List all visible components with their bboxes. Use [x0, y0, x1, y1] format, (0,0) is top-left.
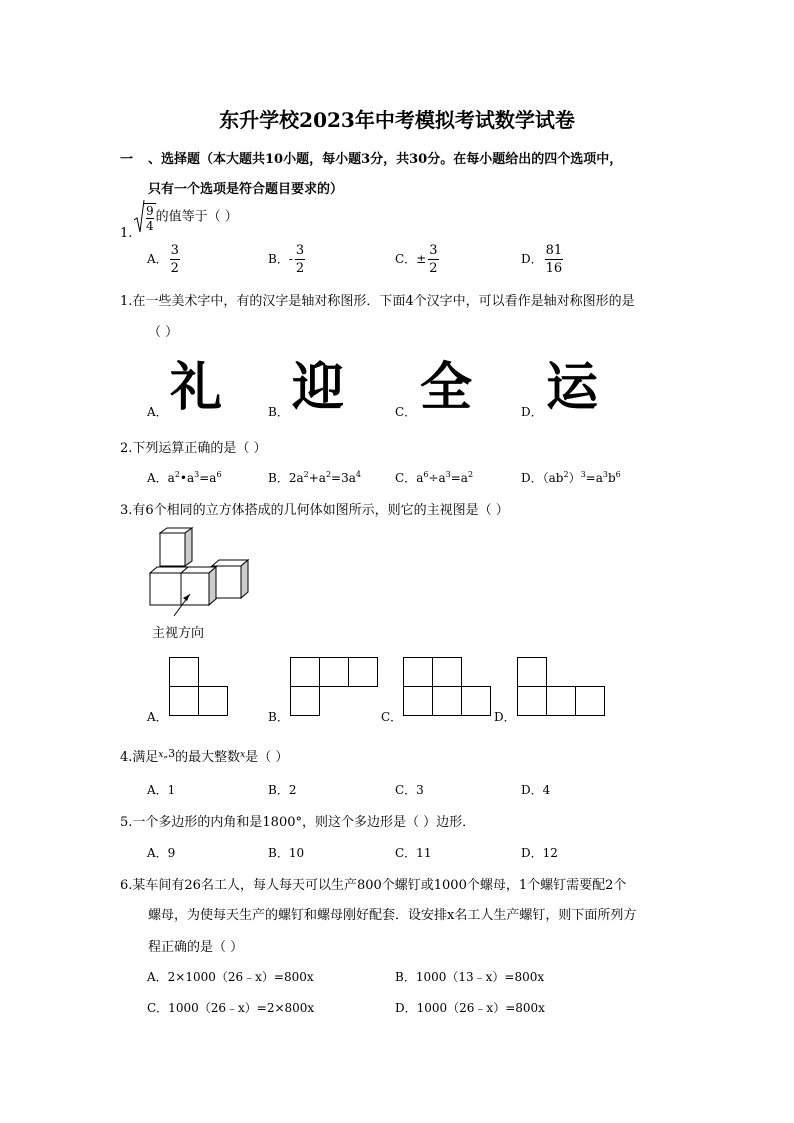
- option-a: A．1: [147, 783, 176, 797]
- option-d: D．12: [521, 846, 558, 860]
- term: 2a: [288, 471, 304, 485]
- term: =3a: [331, 471, 356, 485]
- option-b-label: B．: [268, 710, 289, 724]
- fraction: [170, 244, 180, 275]
- option-sign: -: [288, 252, 293, 266]
- question-stem-line2: （ ）: [148, 325, 179, 340]
- exponent: 6: [423, 470, 429, 479]
- option-d: [521, 469, 621, 486]
- option-c-character: 全: [420, 358, 473, 418]
- fraction-denominator: 16: [545, 261, 563, 276]
- option-b: B．2: [268, 783, 297, 797]
- option-a: A．9: [147, 846, 176, 860]
- fraction: [545, 244, 564, 275]
- option-c-label: C．: [381, 710, 403, 724]
- question-stem: 5.一个多边形的内角和是1800°，则这个多边形是（ ）边形．: [120, 815, 476, 830]
- option-label: C．: [395, 252, 417, 266]
- option-c: [395, 244, 439, 275]
- option-d-character: 运: [546, 358, 599, 418]
- option-d: D．4: [521, 783, 551, 797]
- term: •a: [179, 471, 195, 485]
- option-c: C．11: [395, 846, 432, 860]
- option-a-character: 礼: [170, 358, 223, 418]
- fraction: [295, 244, 305, 275]
- figure-caption: 主视方向: [152, 626, 205, 641]
- option-c: C．1000（26﹣x）=2×800x: [147, 1001, 315, 1015]
- term: a: [167, 471, 175, 485]
- option-label: B．: [268, 471, 289, 485]
- stem-text: 是（ ）: [245, 750, 289, 765]
- term: +a: [308, 471, 326, 485]
- fraction-numerator: 3: [429, 243, 438, 258]
- term: ÷a: [428, 471, 446, 485]
- exponent: 3: [602, 470, 608, 479]
- exponent: 3: [445, 470, 451, 479]
- option-c: C．3: [395, 783, 424, 797]
- option-b-character: 迎: [292, 358, 345, 418]
- option-label: B．: [268, 252, 289, 266]
- question-number: 1.: [120, 226, 133, 241]
- fraction-numerator: 81: [545, 243, 563, 258]
- question-stem-text: 的值等于（ ）: [155, 209, 238, 225]
- fraction: [428, 244, 438, 275]
- term: ）: [568, 471, 581, 485]
- option-a: [147, 244, 180, 275]
- term: =a: [450, 471, 468, 485]
- option-d: [521, 244, 563, 275]
- page-title: 东升学校2023年中考模拟考试数学试卷: [219, 108, 575, 132]
- term: b: [607, 471, 616, 485]
- exponent: 2: [325, 470, 332, 479]
- stem-text: 4.满足: [120, 750, 159, 765]
- fraction-denominator: 2: [429, 261, 438, 276]
- fraction-denominator: 2: [170, 261, 179, 276]
- fraction-numerator: 3: [170, 243, 179, 258]
- option-a: [147, 469, 222, 486]
- option-label: A．: [147, 471, 168, 485]
- option-c-label: C．: [395, 405, 417, 419]
- option-d-label: D．: [494, 710, 516, 724]
- term: =a: [199, 471, 217, 485]
- option-label: D．: [521, 471, 543, 485]
- question-stem: 2.下列运算正确的是（ ）: [120, 441, 267, 456]
- option-b-label: B．: [268, 405, 289, 419]
- option-d-view: [517, 657, 607, 717]
- option-b: [268, 469, 361, 486]
- radicand-denominator: 4: [146, 218, 154, 233]
- question-stem: 3.有6个相同的立方体搭成的几何体如图所示，则它的主视图是（ ）: [120, 503, 509, 518]
- term: a: [416, 471, 424, 485]
- option-b: B．10: [268, 846, 305, 860]
- option-a: A．2×1000（26﹣x）=800x: [147, 970, 314, 984]
- section-heading-line1: 、选择题（本大题共10小题，每小题3分，共30分。在每小题给出的四个选项中，: [148, 152, 623, 167]
- term: （ab: [542, 471, 564, 485]
- section-heading-line2: 只有一个选项是符合题目要求的）: [148, 182, 344, 197]
- variable: x: [158, 750, 164, 760]
- option-d-label: D．: [521, 405, 543, 419]
- relation-symbol: „: [163, 750, 169, 760]
- question-stem: 1.在一些美术字中，有的汉字是轴对称图形．下面4个汉字中，可以看作是轴对称图形的是: [120, 294, 635, 309]
- option-c: [395, 469, 473, 486]
- radical-sign-icon: [134, 200, 144, 234]
- question-stem-line3: 程正确的是（ ）: [148, 940, 244, 955]
- question-stem-line2: 螺母，为使每天生产的螺钉和螺母刚好配套．设安排x名工人生产螺钉，则下面所列方: [148, 908, 637, 923]
- exponent: 4: [355, 470, 361, 479]
- option-a-label: A．: [147, 405, 168, 419]
- question-stem: [134, 200, 238, 234]
- bound-value: 3: [168, 747, 176, 760]
- exponent: 3: [580, 470, 586, 479]
- exponent: 2: [303, 470, 309, 479]
- question-stem: [120, 746, 288, 765]
- exponent: 2: [174, 470, 180, 479]
- variable: x: [240, 750, 246, 760]
- square-root-expression: [134, 200, 156, 234]
- exponent: 6: [216, 470, 222, 479]
- exponent: 3: [194, 470, 200, 479]
- option-sign: ±: [416, 252, 427, 266]
- radicand-numerator: 9: [146, 203, 154, 218]
- fraction-denominator: 2: [295, 261, 305, 276]
- fraction-numerator: 3: [295, 243, 305, 258]
- question-stem: 6.某车间有26名工人，每人每天可以生产800个螺钉或1000个螺母，1个螺钉需要配2个: [120, 878, 627, 893]
- stem-text: 的最大整数: [175, 750, 241, 765]
- option-c-view: [403, 657, 493, 717]
- option-d: D．1000（26﹣x）=800x: [395, 1001, 545, 1015]
- option-a-label: A．: [147, 710, 168, 724]
- option-b: B．1000（13﹣x）=800x: [395, 970, 545, 984]
- cube-solid-figure: [146, 528, 276, 618]
- option-label: C．: [395, 471, 417, 485]
- option-label: D．: [521, 252, 543, 266]
- exponent: 6: [615, 470, 621, 479]
- option-b-view: [290, 657, 380, 717]
- option-b: [268, 244, 305, 275]
- term: =a: [585, 471, 603, 485]
- exponent: 2: [467, 470, 474, 479]
- exponent: 2: [563, 470, 569, 479]
- option-a-view: [169, 657, 229, 717]
- section-number: 一: [120, 152, 134, 167]
- option-label: A．: [147, 252, 168, 266]
